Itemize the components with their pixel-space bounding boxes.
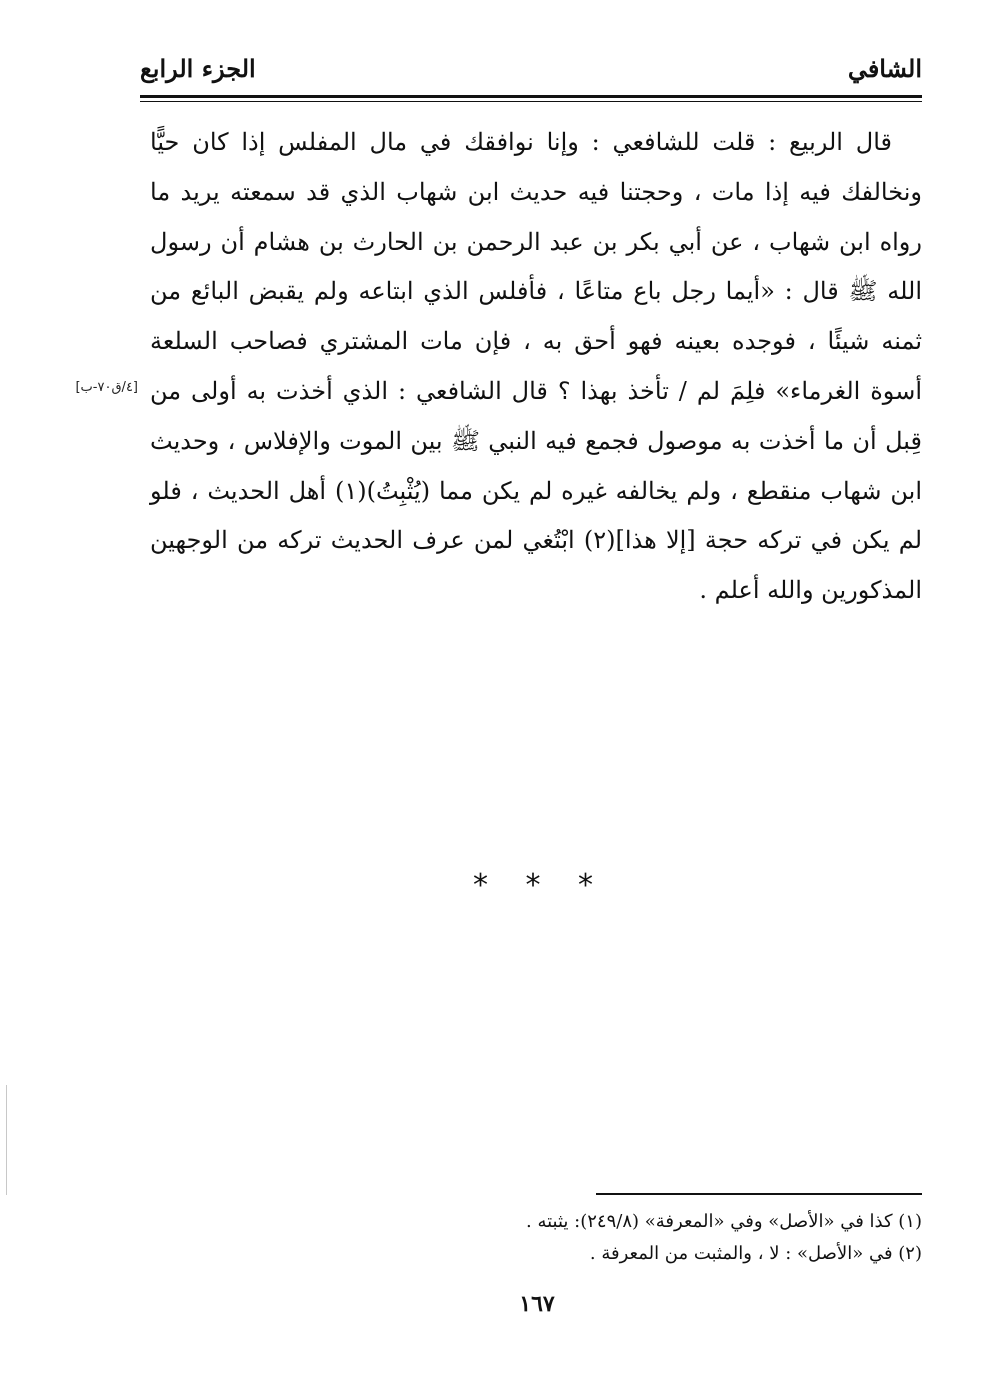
section-separator: * * * <box>472 868 608 903</box>
margin-manuscript-reference: [٤/ق٧٠-ب] <box>75 380 138 395</box>
main-paragraph: قال الربيع : قلت للشافعي : وإنا نوافقك في مال المفلس إذا كان حيًّا ونخالفك فيه إذا مات ، وحجتنا فيه حديث ابن شهاب الذي قد سمعته يريد ما رواه ابن شهاب ، عن أبي بكر بن عبد الرحمن بن الحارث بن هشام أن رسول الله ﷺ قال : «أيما رجل باع متاعًا ، فأفلس الذي ابتاعه ولم يقبض البائع من ثمنه شيئًا ، فوجده بعينه فهو أحق به ، فإن مات المشتري فصاحب السلعة أسوة الغرماء» فلِمَ لم / تأخذ بهذا ؟ قال الشافعي : الذي أخذت به أولى من قِبل أن ما أخذت به موصول فجمع فيه النبي ﷺ بين الموت والإفلاس ، وحديث ابن شهاب منقطع ، ولم يخالفه غيره لم يكن مما (يُثْبِتُ)(١) أهل الحديث ، فلو لم يكن في تركه حجة [إلا هذا](٢) ابْتُغي لمن عرف الحديث تركه من الوجهين المذكورين والله أعلم . <box>150 128 923 605</box>
footnote-1: (١) كذا في «الأصل» وفي «المعرفة» (٢٤٩/٨): يثبته . <box>526 1211 922 1232</box>
book-title: الشافي <box>847 54 922 83</box>
volume-title: الجزء الرابع <box>140 54 256 83</box>
footnote-2: (٢) في «الأصل» : لا ، والمثبت من المعرفة . <box>589 1243 922 1264</box>
footnote-rule <box>596 1193 922 1195</box>
footnotes <box>400 1206 922 1270</box>
page-number: ١٦٧ <box>519 1291 555 1317</box>
header-rule-thin <box>140 101 922 102</box>
scan-edge-mark <box>6 1085 7 1195</box>
main-text <box>150 118 922 616</box>
header-rule-thick <box>140 95 922 98</box>
running-header <box>140 48 922 92</box>
